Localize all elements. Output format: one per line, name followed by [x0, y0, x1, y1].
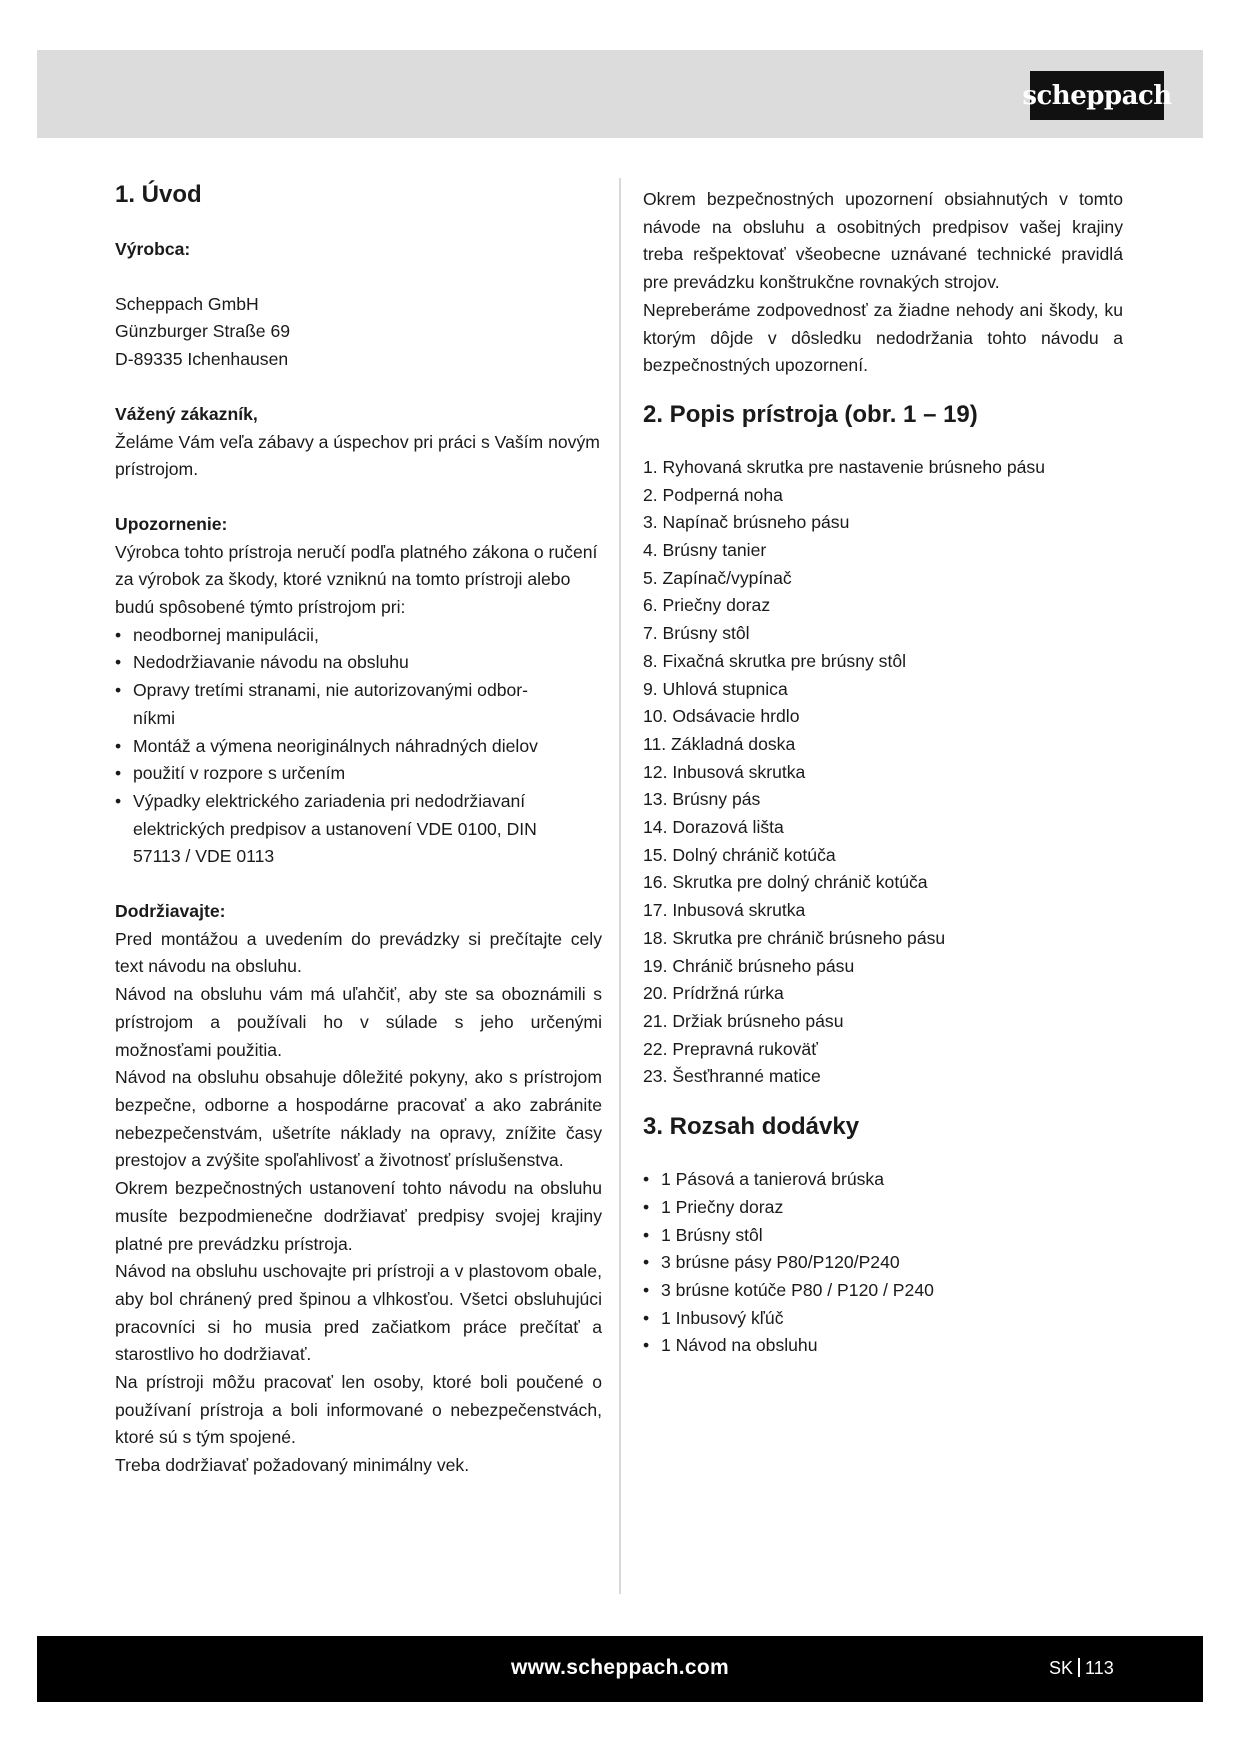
- left-column: [115, 180, 602, 1480]
- address-line-3: D-89335 Ichenhausen: [115, 349, 289, 370]
- list-item: • 1 Inbusový kľúč: [643, 1305, 1123, 1333]
- observe-paragraph: Na prístroji môžu pracovať len osoby, ktoré boli poučené o používaní prístroja a boli informované o nebezpečenstvách, ktoré sú s tým spojené.: [115, 1372, 602, 1448]
- list-item: 17. Inbusová skrutka: [643, 900, 806, 921]
- list-item: • Montáž a výmena neoriginálnych náhradných dielov: [115, 733, 602, 761]
- manufacturer-label: Výrobca:: [115, 239, 191, 259]
- list-item: 15. Dolný chránič kotúča: [643, 844, 836, 865]
- language-code: SK: [1049, 1658, 1074, 1678]
- list-item: 18. Skrutka pre chránič brúsneho pásu: [643, 927, 946, 948]
- page-number: 113: [1085, 1658, 1114, 1678]
- list-item: 23. Šesťhranné matice: [643, 1066, 821, 1087]
- list-item: • 1 Priečny doraz: [643, 1194, 1123, 1222]
- list-item: • Výpadky elektrického zariadenia pri nedodržiavaní elektrických predpisov a ustanovení VDE 0100, DIN 57113 / VDE 0113: [115, 788, 602, 871]
- list-item: • 1 Brúsny stôl: [643, 1222, 1123, 1250]
- notice-label: Upozornenie:: [115, 513, 228, 534]
- notice-text: Výrobca tohto prístroja neručí podľa platného zákona o ručení za výrobok za škody, ktoré vzniknú na tomto prístroji alebo budú spôsobené týmto prístrojom pri:: [115, 541, 598, 618]
- list-item: • neodbornej manipulácii,: [115, 622, 602, 650]
- notice-list: [115, 622, 602, 871]
- section-2-heading: 2. Popis prístroja (obr. 1 – 19): [643, 400, 978, 428]
- address-line-2: Günzburger Straße 69: [115, 321, 291, 342]
- list-item: 19. Chránič brúsneho pásu: [643, 955, 855, 976]
- greeting-label: Vážený zákazník,: [115, 403, 258, 424]
- observe-paragraph: Pred montážou a uvedením do prevádzky si prečítajte cely text návodu na obsluhu.: [115, 928, 602, 977]
- list-item: • 1 Návod na obsluhu: [643, 1332, 1123, 1360]
- list-item: 5. Zapínač/vypínač: [643, 567, 792, 588]
- address-line-1: Scheppach GmbH: [115, 293, 259, 314]
- column-divider: [619, 178, 621, 1594]
- list-item: • 3 brúsne kotúče P80 / P120 / P240: [643, 1277, 1123, 1305]
- list-item: • použití v rozpore s určením: [115, 760, 602, 788]
- list-item: 6. Priečny doraz: [643, 595, 771, 616]
- list-item: 13. Brúsny pás: [643, 789, 761, 810]
- section-1-heading: 1. Úvod: [115, 181, 202, 208]
- list-item: • 1 Pásová a tanierová brúska: [643, 1166, 1123, 1194]
- parts-list: [643, 454, 1123, 1091]
- list-item: 7. Brúsny stôl: [643, 623, 750, 644]
- greeting-text: Želáme Vám veľa zábavy a úspechov pri práci s Vaším novým prístrojom.: [115, 431, 600, 480]
- list-item: 1. Ryhovaná skrutka pre nastavenie brúsneho pásu: [643, 456, 1045, 477]
- observe-paragraph: Treba dodržiavať požadovaný minimálny vek.: [115, 1455, 470, 1476]
- list-item: 21. Držiak brúsneho pásu: [643, 1010, 844, 1031]
- list-item: • Opravy tretími stranami, nie autorizovanými odbor- níkmi: [115, 677, 602, 732]
- list-item: 12. Inbusová skrutka: [643, 761, 806, 782]
- observe-paragraph: Návod na obsluhu obsahuje dôležité pokyny, ako s prístrojom bezpečne, odborne a hospodárne pracovať a ako zabránite nebezpečenstvám, ušetríte náklady na opravy, znížite časy prestojov a zvýšite spoľahlivosť a životnosť príslušenstva.: [115, 1067, 602, 1171]
- footer-bar: [37, 1636, 1203, 1702]
- list-item: 2. Podperná noha: [643, 484, 783, 505]
- list-item: 16. Skrutka pre dolný chránič kotúča: [643, 872, 928, 893]
- logo-text: scheppach: [1022, 80, 1172, 111]
- list-item: • Nedodržiavanie návodu na obsluhu: [115, 649, 602, 677]
- list-item: 9. Uhlová stupnica: [643, 678, 788, 699]
- observe-paragraph: Návod na obsluhu uschovajte pri prístroji a v plastovom obale, aby bol chránený pred špinou a vlhkosťou. Všetci obsluhujúci pracovníci si ho musia pred začiatkom práce prečítať a starostlivo ho dodržiavať.: [115, 1261, 602, 1365]
- separator: [1078, 1658, 1080, 1677]
- page-indicator: [1049, 1658, 1114, 1679]
- observe-paragraph: Návod na obsluhu vám má uľahčiť, aby ste sa oboznámili s prístrojom a používali ho v súlade s jeho určenými možnosťami použitia.: [115, 984, 602, 1060]
- delivery-list: [643, 1166, 1123, 1360]
- list-item: 4. Brúsny tanier: [643, 540, 767, 561]
- list-item: • 3 brúsne pásy P80/P120/P240: [643, 1249, 1123, 1277]
- list-item: 20. Prídržná rúrka: [643, 983, 784, 1004]
- list-item: 3. Napínač brúsneho pásu: [643, 512, 850, 533]
- list-item: 14. Dorazová lišta: [643, 817, 784, 838]
- website-link[interactable]: www.scheppach.com: [511, 1656, 729, 1679]
- list-item: 22. Prepravná rukoväť: [643, 1038, 818, 1059]
- right-column: [643, 186, 1123, 1360]
- observe-paragraph: Okrem bezpečnostných ustanovení tohto návodu na obsluhu musíte bezpodmienečne dodržiavať predpisy svojej krajiny platné pre prevádzku prístroja.: [115, 1178, 602, 1254]
- section-3-heading: 3. Rozsah dodávky: [643, 1113, 860, 1141]
- list-item: 8. Fixačná skrutka pre brúsny stôl: [643, 650, 907, 671]
- intro-paragraph: Nepreberáme zodpovednosť za žiadne nehody ani škody, ku ktorým dôjde v dôsledku nedodržania tohto návodu a bezpečnostných upozornení.: [643, 299, 1123, 376]
- observe-label: Dodržiavajte:: [115, 901, 226, 922]
- intro-paragraph: Okrem bezpečnostných upozornení obsiahnutých v tomto návode na obsluhu a osobitných predpisov vašej krajiny treba rešpektovať všeobecne uznávané technické pravidlá pre prevádzku konštrukčne rovnakých strojov.: [643, 189, 1123, 293]
- list-item: 10. Odsávacie hrdlo: [643, 706, 800, 727]
- list-item: 11. Základná doska: [643, 733, 796, 754]
- scheppach-logo: [1022, 71, 1172, 120]
